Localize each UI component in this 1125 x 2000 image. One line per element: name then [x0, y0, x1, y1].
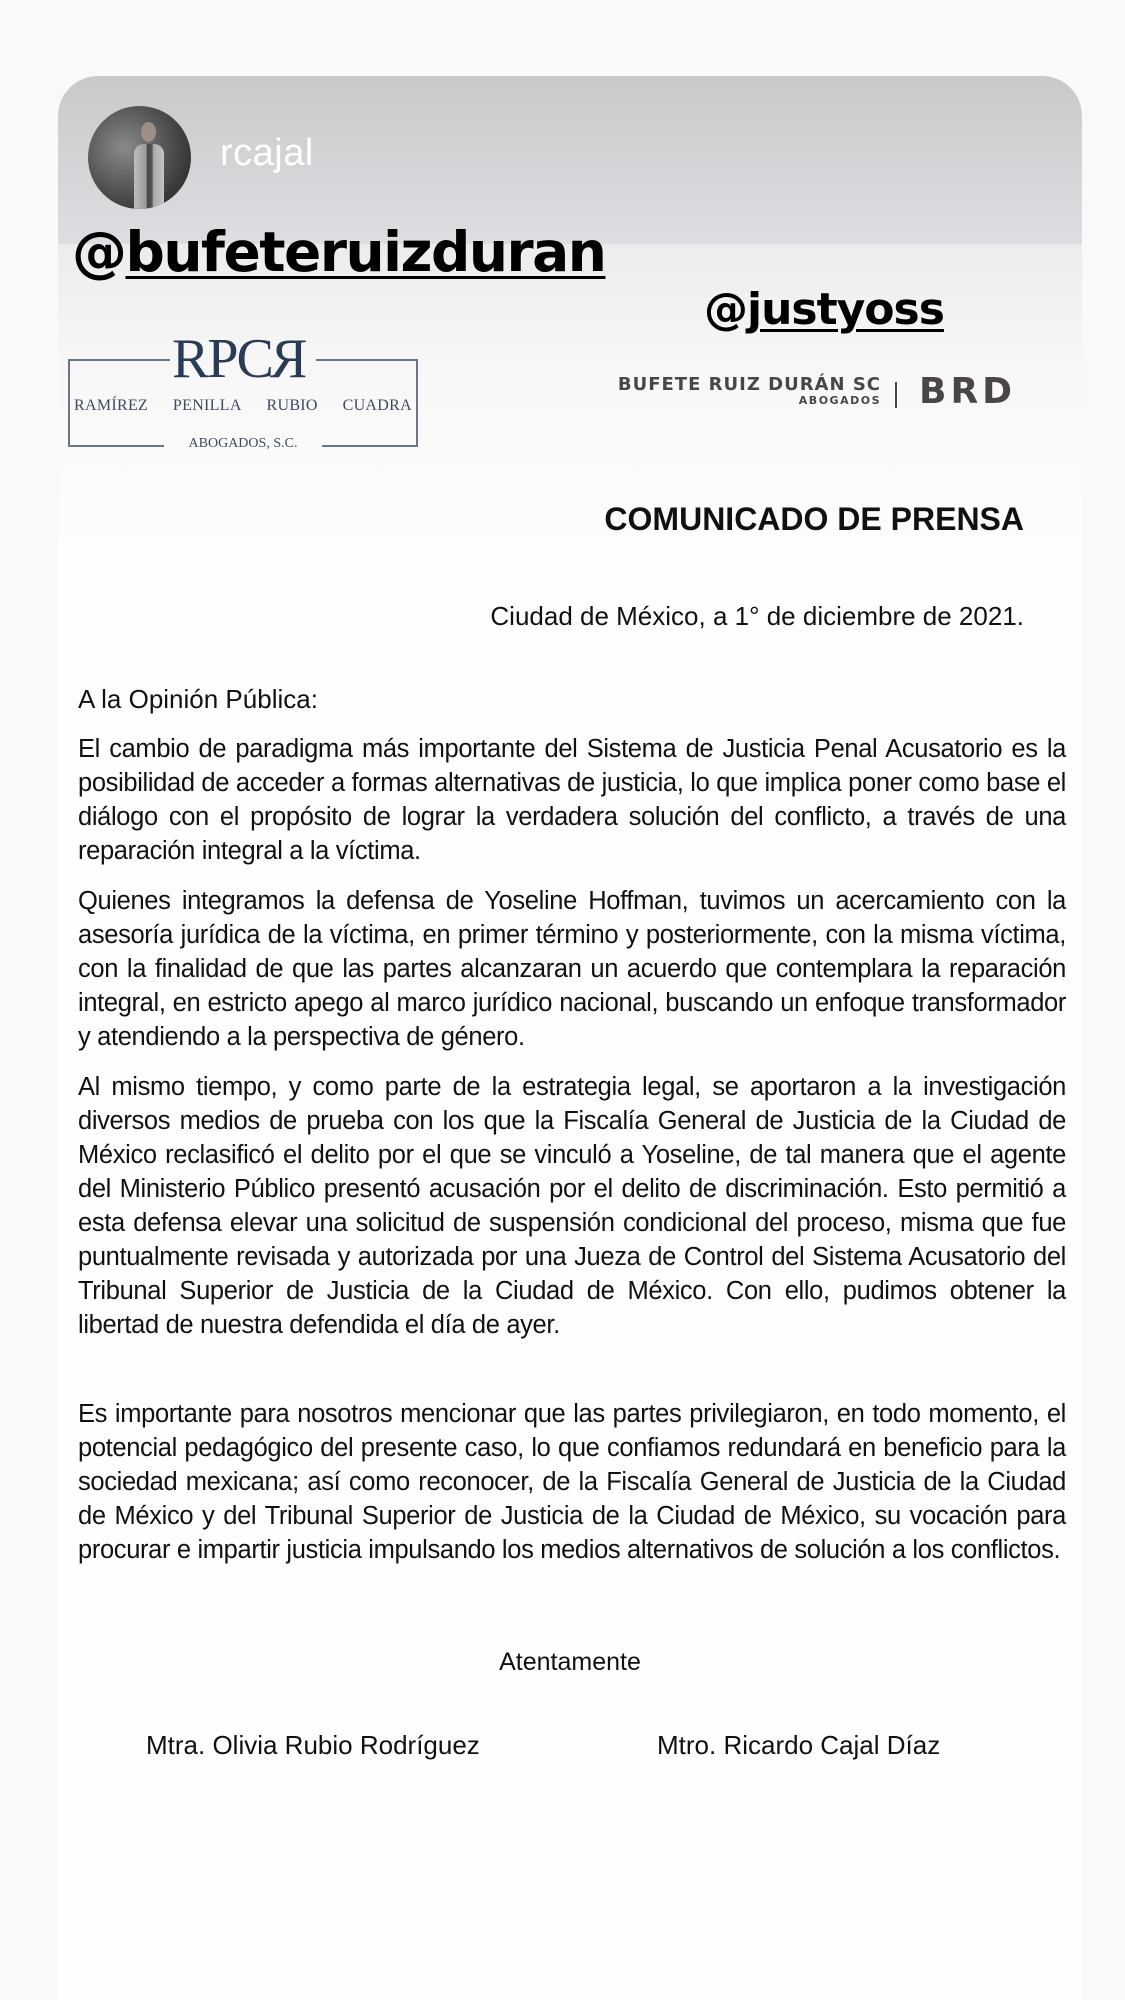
avatar[interactable] [88, 106, 191, 209]
rpcr-frame-line [316, 359, 416, 361]
mention-sticker-justyoss[interactable] [704, 284, 944, 335]
mention-at: @ [704, 284, 747, 335]
rpcr-logo [68, 328, 418, 456]
avatar-person-body [134, 144, 164, 209]
avatar-person-head [141, 122, 156, 142]
document-paragraph: Quienes integramos la defensa de Yoseline Hoffman, tuvimos un acercamiento con la asesoría jurídica de la víctima, en primer término y posteriormente, con la misma víctima, con la finalidad de que las partes alcanzaran un acuerdo que contemplara la reparación integral, en estricto apego al marco jurídico nacional, buscando un enfoque transformador y atendiendo a la perspectiva de género. [78, 887, 1066, 1051]
rpcr-partner: PENILLA [172, 397, 242, 414]
rpcr-monogram-reversed-r: R [271, 328, 308, 390]
brd-separator [895, 382, 897, 408]
username[interactable]: rcajal [220, 132, 314, 174]
mention-handle: justyoss [747, 284, 944, 335]
rpcr-partner: CUADRA [342, 397, 412, 414]
story-header [58, 76, 1082, 244]
document-paragraph: Al mismo tiempo, y como parte de la estrategia legal, se aportaron a la investigación diversos medios de prueba con los que la Fiscalía General de Justicia de la Ciudad de México reclasificó el delito por el que se vinculó a Yoseline, de tal manera que el agente del Ministerio Público presentó acusación por el delito de discriminación. Esto permitió a esta defensa elevar una solicitud de suspensión condicional del proceso, misma que fue puntualmente revisada y autorizada por una Jueza de Control del Sistema Acusatorio del Tribunal Superior de Justicia de la Ciudad de México. Con ello, pudimos obtener la libertad de nuestra defendida el día de ayer. [78, 1073, 1066, 1339]
rpcr-subtitle: ABOGADOS, S.C. [188, 436, 298, 451]
rpcr-frame-line [68, 359, 170, 361]
mention-at: @ [72, 220, 126, 284]
rpcr-monogram [172, 328, 308, 390]
rpcr-partner: RUBIO [266, 397, 318, 414]
brd-firm-subtitle: ABOGADOS [798, 394, 881, 407]
rpcr-partner: RAMÍREZ [74, 397, 149, 414]
rpcr-partner-names [74, 397, 412, 415]
brd-firm-name: BUFETE RUIZ DURÁN SC [617, 374, 881, 395]
brd-mark: BRD [919, 371, 1017, 412]
brd-logo [549, 371, 1049, 424]
signatory-name: Mtro. Ricardo Cajal Díaz [657, 1730, 941, 1760]
document-paragraph: Es importante para nosotros mencionar que las partes privilegiaron, en todo momento, el potencial pedagógico del presente caso, lo que confiamos redundará en beneficio para la sociedad mexicana; así como reconocer, de la Fiscalía General de Justicia de la Ciudad de México y del Tribunal Superior de Justicia de la Ciudad de México, su vocación para procurar e impartir justicia impulsando los medios alternativos de solución a los conflictos. [78, 1400, 1066, 1564]
mention-sticker-bufeteruizduran[interactable] [72, 220, 605, 284]
mention-handle: bufeteruizduran [125, 220, 606, 284]
document-title: COMUNICADO DE PRENSA [604, 501, 1024, 537]
signatory-name: Mtra. Olivia Rubio Rodríguez [146, 1730, 480, 1760]
document-paragraph: El cambio de paradigma más importante del Sistema de Justicia Penal Acusatorio es la posibilidad de acceder a formas alternativas de justicia, lo que implica poner como base el diálogo con el propósito de lograr la verdadera solución del conflicto, a través de una reparación integral a la víctima. [78, 735, 1066, 865]
story-card [58, 76, 1082, 2000]
document-salutation: A la Opinión Pública: [78, 684, 318, 714]
document-date: Ciudad de México, a 1° de diciembre de 2021. [490, 601, 1024, 631]
rpcr-monogram-letters: RPC [172, 328, 272, 390]
document-closing: Atentamente [499, 1648, 641, 1676]
